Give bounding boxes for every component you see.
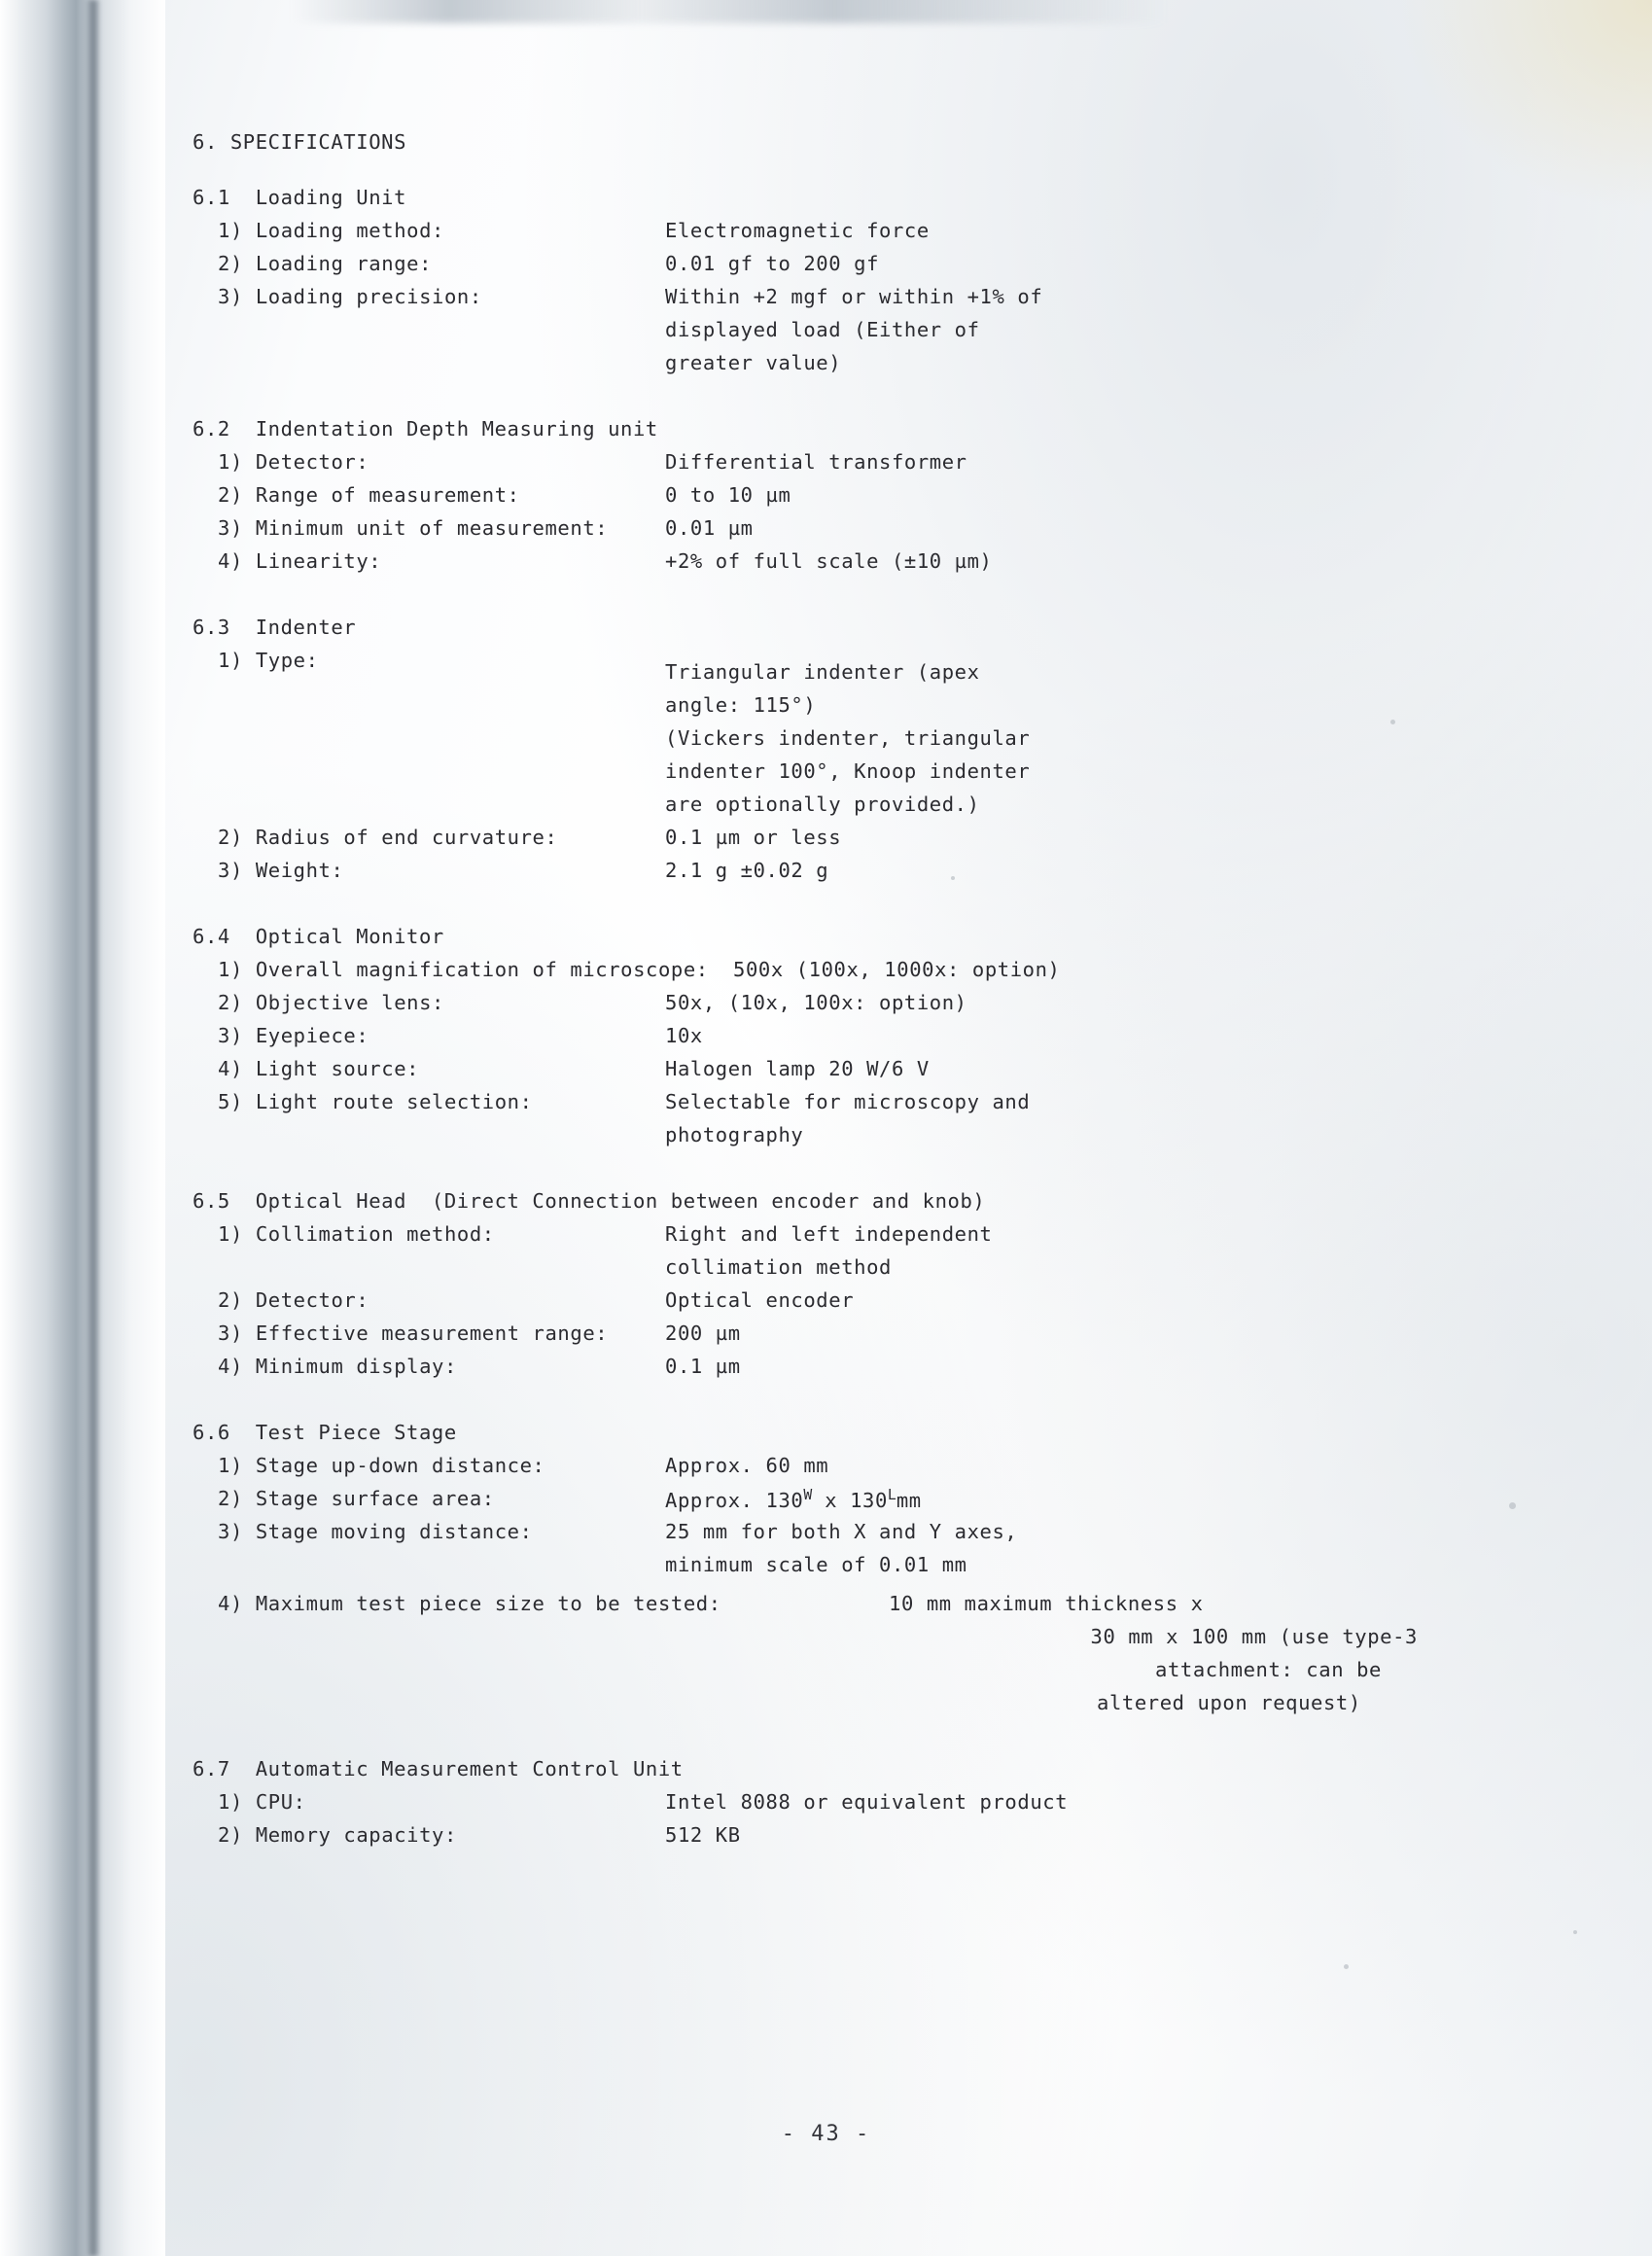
spec-row xyxy=(193,1519,1418,1555)
spec-row xyxy=(193,1023,1418,1059)
spec-row xyxy=(193,1323,1418,1357)
spec-value: 10 mm maximum thickness x xyxy=(889,1591,1204,1615)
spec-label: 3) Loading precision: xyxy=(218,284,482,308)
spec-value: Within +2 mgf or within +1% of xyxy=(665,284,1043,308)
section-6.6-title: 6.6 Test Piece Stage xyxy=(193,1420,457,1444)
gutter-crease xyxy=(86,0,101,2256)
spec-value: 2.1 g ±0.02 g xyxy=(665,858,829,882)
spec-row xyxy=(193,350,1418,386)
section-6.4 xyxy=(193,924,1418,1158)
spec-row xyxy=(193,1822,1418,1858)
spec-value: attachment: can be xyxy=(1155,1657,1382,1681)
section-6.2-title: 6.2 Indentation Depth Measuring unit xyxy=(193,416,658,441)
spec-value: greater value) xyxy=(665,350,842,374)
spec-label: 1) Loading method: xyxy=(218,218,444,242)
spec-label: 1) Collimation method: xyxy=(218,1221,495,1246)
spec-label: 4) Maximum test piece size to be tested: xyxy=(218,1591,721,1615)
section-6.4-title: 6.4 Optical Monitor xyxy=(193,924,444,948)
spec-label: 1) CPU: xyxy=(218,1789,306,1814)
spec-label: 2) Detector: xyxy=(218,1287,369,1312)
spec-value: 0.1 µm or less xyxy=(665,825,842,849)
spec-row xyxy=(193,251,1418,287)
page-title-text: 6. SPECIFICATIONS xyxy=(193,130,407,154)
spec-label: 4) Linearity: xyxy=(218,548,382,573)
spec-row xyxy=(193,1354,1418,1390)
section-6.7-title: 6.7 Automatic Measurement Control Unit xyxy=(193,1756,684,1780)
spec-label: 2) Stage surface area: xyxy=(218,1486,495,1510)
spec-row xyxy=(193,692,1418,728)
spec-value: 50x, (10x, 100x: option) xyxy=(665,990,967,1014)
spec-value: collimation method xyxy=(665,1254,892,1279)
spec-label: 3) Effective measurement range: xyxy=(218,1321,609,1345)
spec-value: Intel 8088 or equivalent product xyxy=(665,1789,1069,1814)
spec-label: 2) Radius of end curvature: xyxy=(218,825,558,849)
spec-value: indenter 100°, Knoop indenter xyxy=(665,758,1031,783)
section-6.6 xyxy=(193,1420,1418,1726)
scan-corner-glow xyxy=(1399,0,1652,214)
spec-label: 2) Loading range: xyxy=(218,251,433,275)
spec-value: 0.01 µm xyxy=(665,515,754,540)
section-6.1 xyxy=(193,185,1418,386)
spec-row xyxy=(193,1056,1418,1092)
paper-speck xyxy=(1344,1964,1349,1969)
spec-row xyxy=(193,1287,1418,1323)
spec-value: 25 mm for both X and Y axes, xyxy=(665,1519,1018,1543)
spec-label: 3) Eyepiece: xyxy=(218,1023,369,1047)
spec-label: 1) Overall magnification of microscope: xyxy=(218,957,709,981)
section-6.3 xyxy=(193,617,1418,894)
spec-row xyxy=(193,825,1418,861)
section-6.1-title: 6.1 Loading Unit xyxy=(193,185,407,209)
spec-row xyxy=(193,1122,1418,1158)
spec-row xyxy=(193,794,1418,828)
spec-value: Electromagnetic force xyxy=(665,218,930,242)
spec-label: 3) Minimum unit of measurement: xyxy=(218,515,609,540)
spec-value: 0 to 10 µm xyxy=(665,482,791,507)
spec-row xyxy=(193,317,1418,353)
spec-row xyxy=(193,449,1418,485)
spec-row xyxy=(193,858,1418,894)
scan-smudge-top xyxy=(292,0,1167,23)
section-6.5-title: 6.5 Optical Head (Direct Connection between encoder and knob) xyxy=(193,1188,986,1213)
page-title xyxy=(193,132,1418,153)
document-body xyxy=(193,132,1418,1891)
spec-value: Selectable for microscopy and xyxy=(665,1089,1031,1113)
spec-label: 2) Range of measurement: xyxy=(218,482,520,507)
spec-row xyxy=(193,957,1418,993)
spec-row-wide-cont xyxy=(193,1624,1418,1660)
spec-row-wide xyxy=(193,1591,1418,1627)
spec-value: 200 µm xyxy=(665,1321,741,1345)
spec-value: minimum scale of 0.01 mm xyxy=(665,1552,967,1576)
spec-label: 3) Stage moving distance: xyxy=(218,1519,533,1543)
spec-label: 3) Weight: xyxy=(218,858,344,882)
section-6.5 xyxy=(193,1188,1418,1390)
spec-value: displayed load (Either of xyxy=(665,317,980,341)
spec-value: +2% of full scale (±10 µm) xyxy=(665,548,993,573)
spec-value: Triangular indenter (apex xyxy=(665,659,980,684)
book-gutter-shadow xyxy=(0,0,165,2256)
spec-value: 500x (100x, 1000x: option) xyxy=(733,957,1061,981)
spec-row xyxy=(193,758,1418,794)
spec-value: 30 mm x 100 mm (use type-3 xyxy=(1090,1624,1418,1648)
spec-value: Differential transformer xyxy=(665,449,967,474)
spec-value: angle: 115°) xyxy=(665,692,817,717)
spec-label: 5) Light route selection: xyxy=(218,1089,533,1113)
spec-value: Optical encoder xyxy=(665,1287,855,1312)
spec-label: 2) Memory capacity: xyxy=(218,1822,457,1847)
spec-row xyxy=(193,1486,1418,1522)
spec-value: Approx. 60 mm xyxy=(665,1453,829,1477)
spec-row xyxy=(193,482,1418,518)
spec-value: Halogen lamp 20 W/6 V xyxy=(665,1056,930,1080)
spec-value: Right and left independent xyxy=(665,1221,993,1246)
spec-row xyxy=(193,284,1418,320)
spec-value: are optionally provided.) xyxy=(665,792,980,816)
spec-row-wide-cont xyxy=(193,1690,1418,1726)
spec-value: 0.1 µm xyxy=(665,1354,741,1378)
spec-value: photography xyxy=(665,1122,804,1146)
spec-label: 4) Light source: xyxy=(218,1056,420,1080)
spec-label: 4) Minimum display: xyxy=(218,1354,457,1378)
section-6.7 xyxy=(193,1756,1418,1858)
spec-value: 0.01 gf to 200 gf xyxy=(665,251,880,275)
spec-row-wide-cont xyxy=(193,1657,1418,1693)
spec-row xyxy=(193,1789,1418,1825)
spec-row xyxy=(193,1254,1418,1290)
spec-row xyxy=(193,218,1418,254)
spec-row xyxy=(193,1221,1418,1257)
section-6.3-title: 6.3 Indenter xyxy=(193,615,357,639)
spec-row xyxy=(193,1089,1418,1125)
spec-value: 512 KB xyxy=(665,1822,741,1847)
spec-row xyxy=(193,990,1418,1026)
paper-speck xyxy=(1509,1502,1516,1509)
spec-value: altered upon request) xyxy=(1097,1690,1361,1714)
section-6.2 xyxy=(193,416,1418,584)
spec-row xyxy=(193,725,1418,761)
spec-value: Approx. $130^W$ x $130^Lmm$ xyxy=(665,1486,922,1512)
spec-label: 2) Objective lens: xyxy=(218,990,444,1014)
spec-label: 1) Type: xyxy=(218,648,319,672)
spec-row xyxy=(193,548,1418,584)
page-number: - 43 - xyxy=(781,2122,871,2146)
spec-row xyxy=(193,515,1418,551)
spec-label: 1) Stage up-down distance: xyxy=(218,1453,545,1477)
spec-row xyxy=(193,1552,1418,1588)
spec-value: (Vickers indenter, triangular xyxy=(665,725,1031,750)
spec-row xyxy=(193,1453,1418,1489)
spec-row xyxy=(193,648,1418,684)
spec-label: 1) Detector: xyxy=(218,449,369,474)
paper-speck xyxy=(1573,1930,1577,1934)
spec-value: 10x xyxy=(665,1023,703,1047)
